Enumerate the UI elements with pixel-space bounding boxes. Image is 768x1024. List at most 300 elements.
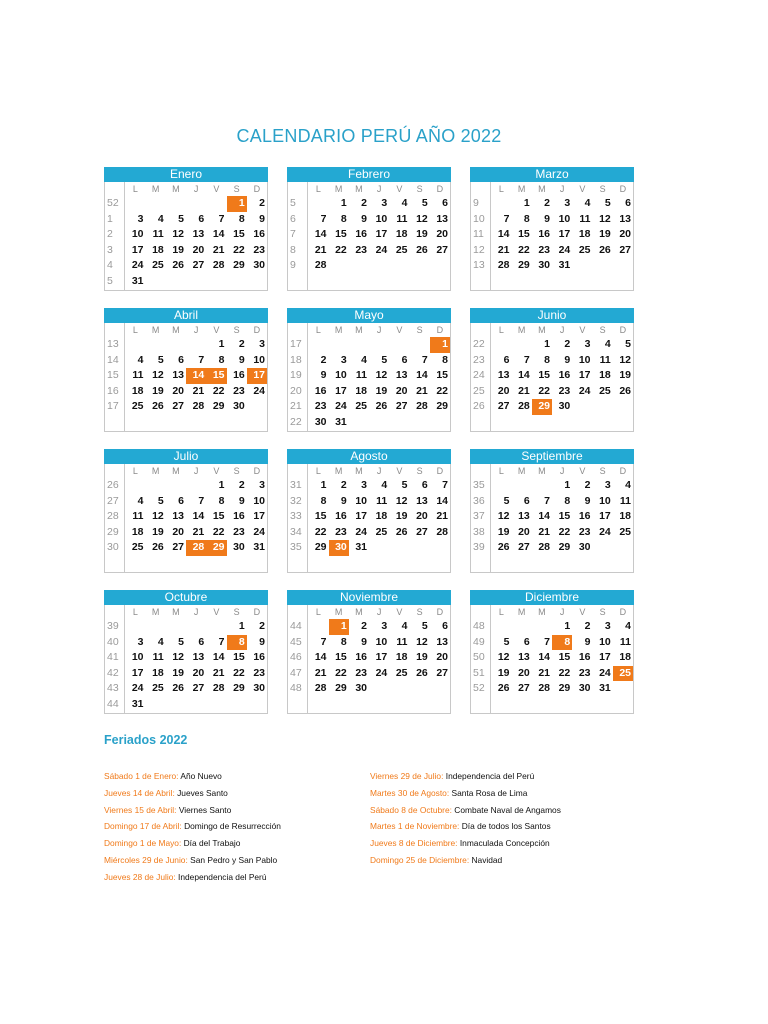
week-row: [105, 681, 267, 697]
week-row: [288, 227, 450, 243]
day-cell: 9: [238, 494, 245, 507]
day-cell: 26: [172, 682, 185, 695]
month-title: Noviembre: [287, 590, 451, 605]
weekday-header: D: [436, 466, 444, 476]
day-cell: [308, 274, 328, 290]
day-cell: 11: [152, 651, 164, 664]
holiday-day-cell: 1: [227, 196, 247, 212]
holiday-entry: [370, 818, 561, 835]
week-number: 32: [288, 494, 308, 510]
day-cell: 7: [503, 212, 510, 225]
day-cell: [369, 697, 389, 713]
holiday-date: Martes 1 de Noviembre:: [370, 821, 460, 832]
holiday-entry: [370, 852, 561, 869]
day-cell: 27: [416, 525, 428, 538]
week-number: 25: [471, 384, 491, 400]
week-number: 48: [288, 681, 308, 697]
day-cell: 31: [253, 541, 266, 554]
day-cell: [349, 415, 369, 431]
week-number: 38: [471, 525, 491, 541]
week-number: 30: [105, 540, 125, 556]
day-cell: [146, 619, 166, 635]
weekday-header: V: [213, 607, 220, 617]
day-cell: [329, 697, 349, 713]
day-cell: 5: [503, 494, 510, 507]
day-cell: [389, 681, 409, 697]
weekday-header: M: [172, 607, 180, 617]
day-cell: 3: [137, 212, 144, 225]
day-cell: [491, 415, 511, 431]
day-cell: [532, 415, 552, 431]
day-cell: 25: [152, 682, 164, 695]
week-number-header: [471, 182, 491, 196]
day-cell: 14: [497, 228, 510, 241]
weekday-header: M: [172, 466, 180, 476]
day-cell: [146, 196, 166, 212]
day-cell: 28: [192, 400, 205, 413]
day-cell: 14: [192, 510, 205, 523]
week-number: 9: [471, 196, 491, 212]
weekday-header: J: [193, 325, 199, 335]
day-cell: [166, 556, 186, 572]
day-cell: 16: [538, 228, 551, 241]
day-cell: 25: [375, 525, 388, 538]
day-cell: 22: [212, 384, 225, 397]
day-cell: 8: [442, 353, 449, 366]
day-cell: 21: [212, 666, 225, 679]
day-cell: 3: [584, 338, 591, 350]
day-cell: 6: [523, 494, 530, 507]
day-cell: [491, 274, 511, 290]
day-cell: 9: [544, 212, 551, 225]
week-row: [105, 415, 267, 431]
weekday-header: M: [172, 184, 180, 194]
day-cell: 12: [152, 369, 164, 382]
day-cell: [227, 697, 247, 713]
day-cell: 22: [538, 384, 551, 397]
day-cell: 11: [152, 228, 164, 241]
day-cell: 5: [503, 635, 510, 648]
week-row: [288, 681, 450, 697]
week-row: [288, 353, 450, 369]
day-cell: 18: [152, 666, 164, 679]
day-cell: [227, 274, 247, 290]
day-cell: [572, 399, 592, 415]
day-cell: 20: [172, 384, 185, 397]
day-cell: 2: [320, 353, 327, 366]
holiday-day-cell: 25: [613, 666, 633, 682]
holiday-day-cell: 1: [329, 619, 349, 635]
week-number: 10: [471, 212, 491, 228]
week-row: [288, 556, 450, 572]
day-cell: 5: [178, 212, 185, 225]
weekday-header: M: [517, 184, 526, 194]
day-cell: 10: [253, 353, 266, 366]
week-row: [288, 666, 450, 682]
holiday-name: Viernes Santo: [178, 804, 232, 815]
day-cell: 7: [421, 353, 428, 366]
day-cell: [389, 540, 409, 556]
day-cell: 12: [619, 353, 632, 366]
day-cell: 30: [578, 682, 591, 695]
day-cell: 11: [376, 494, 388, 507]
day-cell: 21: [314, 243, 327, 256]
day-cell: [593, 556, 613, 572]
weekday-header: S: [233, 466, 240, 476]
day-cell: 28: [436, 525, 449, 538]
holiday-name: Inmaculada Concepción: [459, 838, 550, 849]
day-cell: [430, 540, 450, 556]
weekday-header: J: [193, 466, 199, 476]
week-number: 13: [105, 337, 125, 353]
month-mayo: [287, 308, 451, 432]
month-septiembre: [470, 449, 634, 573]
weekday-header-row: [288, 605, 450, 619]
weekday-header-row: [288, 323, 450, 337]
day-cell: 3: [604, 479, 611, 491]
weekday-header: L: [315, 607, 321, 617]
day-cell: 5: [604, 197, 611, 209]
month-day-grid: [470, 323, 634, 432]
day-cell: [430, 697, 450, 713]
weekday-header: S: [599, 466, 606, 476]
week-row: [288, 399, 450, 415]
weekday-header: M: [538, 325, 546, 335]
day-cell: [552, 697, 572, 713]
weekday-header-row: [105, 182, 267, 196]
day-cell: [430, 556, 450, 572]
weekday-header-row: [105, 464, 267, 478]
day-cell: [410, 337, 430, 353]
day-cell: 4: [604, 338, 611, 350]
day-cell: [389, 556, 409, 572]
day-cell: 2: [584, 620, 591, 632]
day-cell: 10: [599, 494, 611, 507]
day-cell: 10: [375, 635, 388, 648]
day-cell: 31: [599, 682, 611, 695]
day-cell: 3: [340, 353, 347, 366]
week-number: 46: [288, 650, 308, 666]
day-cell: 20: [436, 651, 449, 664]
feriados-heading: Feriados 2022: [104, 733, 188, 747]
day-cell: 20: [436, 228, 449, 241]
weekday-header: S: [416, 466, 423, 476]
week-row: [471, 509, 633, 525]
day-cell: [572, 697, 592, 713]
week-row: [471, 666, 633, 682]
week-number-header: [105, 464, 125, 478]
week-row: [288, 697, 450, 713]
weekday-header-row: [105, 323, 267, 337]
day-cell: 22: [233, 666, 245, 679]
day-cell: 31: [131, 274, 144, 287]
day-cell: 25: [131, 400, 144, 413]
day-cell: [593, 697, 613, 713]
day-cell: [186, 478, 206, 494]
week-number: [288, 697, 308, 713]
day-cell: 10: [375, 212, 388, 225]
day-cell: 23: [335, 525, 347, 538]
week-number: 24: [471, 368, 491, 384]
day-cell: 14: [212, 228, 225, 241]
week-number: 35: [288, 540, 308, 556]
weekday-header: D: [253, 466, 261, 476]
day-cell: 11: [132, 510, 144, 523]
day-cell: 6: [503, 353, 510, 366]
day-cell: 31: [335, 415, 347, 428]
day-cell: 29: [436, 400, 449, 413]
month-day-grid: [287, 323, 451, 432]
day-cell: [206, 556, 226, 572]
week-number: 22: [471, 337, 491, 353]
week-row: [288, 540, 450, 556]
month-title: Julio: [104, 449, 268, 464]
weekday-header: D: [619, 607, 627, 617]
day-cell: [491, 196, 511, 212]
day-cell: 17: [131, 243, 144, 256]
day-cell: 21: [538, 666, 551, 679]
day-cell: [146, 478, 166, 494]
weekday-header: L: [498, 325, 504, 335]
day-cell: 2: [361, 197, 368, 209]
week-number: 50: [471, 650, 491, 666]
day-cell: [593, 399, 613, 415]
day-cell: 25: [395, 666, 408, 679]
week-number: 2: [105, 227, 125, 243]
day-cell: 25: [395, 243, 408, 256]
weekday-header: J: [193, 607, 199, 617]
day-cell: 5: [625, 338, 632, 350]
weekday-header: S: [233, 607, 240, 617]
weekday-header: D: [619, 466, 627, 476]
holiday-entry: [104, 852, 281, 869]
weekday-header: D: [253, 325, 261, 335]
weekday-header: V: [396, 184, 403, 194]
day-cell: 28: [538, 541, 551, 554]
day-cell: 24: [375, 666, 388, 679]
weekday-header: L: [132, 325, 138, 335]
holiday-name: Día del Trabajo: [183, 838, 241, 849]
weekday-header: S: [233, 184, 240, 194]
day-cell: 21: [416, 384, 428, 397]
day-cell: [430, 415, 450, 431]
day-cell: [125, 619, 145, 635]
week-number-header: [288, 464, 308, 478]
week-number: 14: [105, 353, 125, 369]
week-number: [471, 556, 491, 572]
month-title: Mayo: [287, 308, 451, 323]
day-cell: [430, 274, 450, 290]
weekday-header: J: [376, 607, 382, 617]
week-number: [471, 697, 491, 713]
month-title: Agosto: [287, 449, 451, 464]
week-number-header: [288, 323, 308, 337]
day-cell: 21: [518, 384, 530, 397]
day-cell: 4: [584, 197, 591, 209]
day-cell: 16: [355, 228, 368, 241]
weekday-header: V: [396, 325, 403, 335]
day-cell: 10: [335, 369, 347, 382]
day-cell: 23: [355, 243, 368, 256]
day-cell: [349, 697, 369, 713]
day-cell: 26: [152, 541, 164, 554]
week-row: [105, 212, 267, 228]
week-row: [288, 650, 450, 666]
weekday-header: D: [253, 184, 261, 194]
day-cell: [512, 697, 532, 713]
day-cell: 17: [131, 666, 144, 679]
week-number: 8: [288, 243, 308, 259]
week-number: 13: [471, 258, 491, 274]
week-number: 26: [471, 399, 491, 415]
day-cell: 12: [497, 510, 510, 523]
weekday-header: S: [416, 607, 423, 617]
week-number: 52: [471, 681, 491, 697]
month-junio: [470, 308, 634, 432]
day-cell: [572, 556, 592, 572]
day-cell: 21: [212, 243, 225, 256]
day-cell: 13: [436, 635, 449, 648]
day-cell: 20: [518, 525, 530, 538]
day-cell: [593, 258, 613, 274]
holiday-day-cell: 8: [552, 635, 572, 651]
day-cell: [491, 619, 511, 635]
week-number: 15: [105, 368, 125, 384]
day-cell: 1: [340, 197, 347, 209]
week-row: [471, 525, 633, 541]
day-cell: [166, 196, 186, 212]
month-title: Junio: [470, 308, 634, 323]
day-cell: 3: [259, 479, 266, 491]
weekday-header: M: [334, 184, 343, 194]
day-cell: 3: [259, 338, 266, 350]
week-number: 39: [471, 540, 491, 556]
weekday-header: M: [355, 607, 363, 617]
day-cell: 9: [320, 369, 327, 382]
week-row: [471, 368, 633, 384]
day-cell: 19: [497, 525, 510, 538]
day-cell: 13: [192, 651, 205, 664]
weekday-header: M: [151, 325, 160, 335]
day-cell: 19: [416, 651, 428, 664]
week-number: 44: [288, 619, 308, 635]
week-number: 22: [288, 415, 308, 431]
day-cell: 24: [355, 525, 368, 538]
day-cell: [613, 258, 633, 274]
day-cell: 3: [381, 620, 388, 632]
day-cell: 26: [619, 384, 632, 397]
day-cell: 12: [172, 228, 185, 241]
day-cell: 28: [212, 682, 225, 695]
day-cell: 18: [395, 228, 408, 241]
day-cell: 30: [538, 259, 551, 272]
day-cell: 30: [233, 541, 245, 554]
day-cell: [125, 337, 145, 353]
weekday-header: S: [599, 607, 606, 617]
day-cell: 29: [233, 259, 245, 272]
day-cell: 30: [233, 400, 245, 413]
day-cell: 16: [233, 510, 245, 523]
day-cell: 11: [619, 494, 632, 507]
week-number: 23: [471, 353, 491, 369]
day-cell: 5: [421, 620, 428, 632]
day-cell: [613, 274, 633, 290]
day-cell: 13: [518, 651, 530, 664]
day-cell: 24: [131, 682, 144, 695]
day-cell: 7: [320, 635, 327, 648]
holiday-date: Martes 30 de Agosto:: [370, 787, 450, 798]
day-cell: 30: [578, 541, 591, 554]
day-cell: 8: [320, 494, 327, 507]
day-cell: [512, 619, 532, 635]
weekday-header-row: [471, 182, 633, 196]
day-cell: 26: [497, 682, 510, 695]
weekday-header: D: [436, 607, 444, 617]
day-cell: 7: [198, 353, 205, 366]
day-cell: [369, 337, 389, 353]
day-cell: 7: [198, 494, 205, 507]
day-cell: 17: [375, 651, 388, 664]
day-cell: 14: [212, 651, 225, 664]
week-row: [288, 478, 450, 494]
day-cell: 13: [192, 228, 205, 241]
day-cell: [410, 274, 430, 290]
day-cell: [369, 681, 389, 697]
weekday-header-row: [471, 464, 633, 478]
day-cell: 28: [416, 400, 428, 413]
week-row: [105, 478, 267, 494]
day-cell: 18: [131, 525, 144, 538]
holiday-date: Sábado 1 de Enero:: [104, 771, 179, 781]
day-cell: 29: [314, 541, 327, 554]
day-cell: 2: [259, 197, 266, 209]
day-cell: 8: [564, 494, 571, 507]
week-number: 37: [471, 509, 491, 525]
day-cell: 17: [253, 510, 266, 523]
day-cell: [613, 556, 633, 572]
holiday-date: Domingo 25 de Diciembre:: [370, 854, 470, 865]
week-row: [288, 494, 450, 510]
day-cell: 9: [584, 494, 591, 507]
day-cell: 20: [172, 525, 185, 538]
day-cell: [125, 415, 145, 431]
week-number: 3: [105, 243, 125, 259]
day-cell: 27: [192, 259, 205, 272]
day-cell: 5: [421, 197, 428, 209]
day-cell: 27: [518, 682, 530, 695]
day-cell: 8: [340, 212, 347, 225]
weekday-header: V: [579, 184, 586, 194]
day-cell: 17: [558, 228, 571, 241]
week-row: [105, 274, 267, 290]
day-cell: [593, 540, 613, 556]
weekday-header: V: [396, 607, 403, 617]
day-cell: [166, 619, 186, 635]
holiday-date: Sábado 8 de Octubre:: [370, 804, 452, 815]
day-cell: 5: [157, 494, 164, 507]
weekday-header: L: [315, 466, 321, 476]
weekday-header: M: [538, 466, 546, 476]
day-cell: 15: [314, 510, 327, 523]
month-octubre: [104, 590, 268, 714]
weekday-header: M: [517, 325, 526, 335]
month-day-grid: [287, 464, 451, 573]
weekday-header: M: [355, 184, 363, 194]
day-cell: [389, 697, 409, 713]
day-cell: 3: [604, 620, 611, 632]
day-cell: [349, 337, 369, 353]
day-cell: 16: [578, 510, 591, 523]
